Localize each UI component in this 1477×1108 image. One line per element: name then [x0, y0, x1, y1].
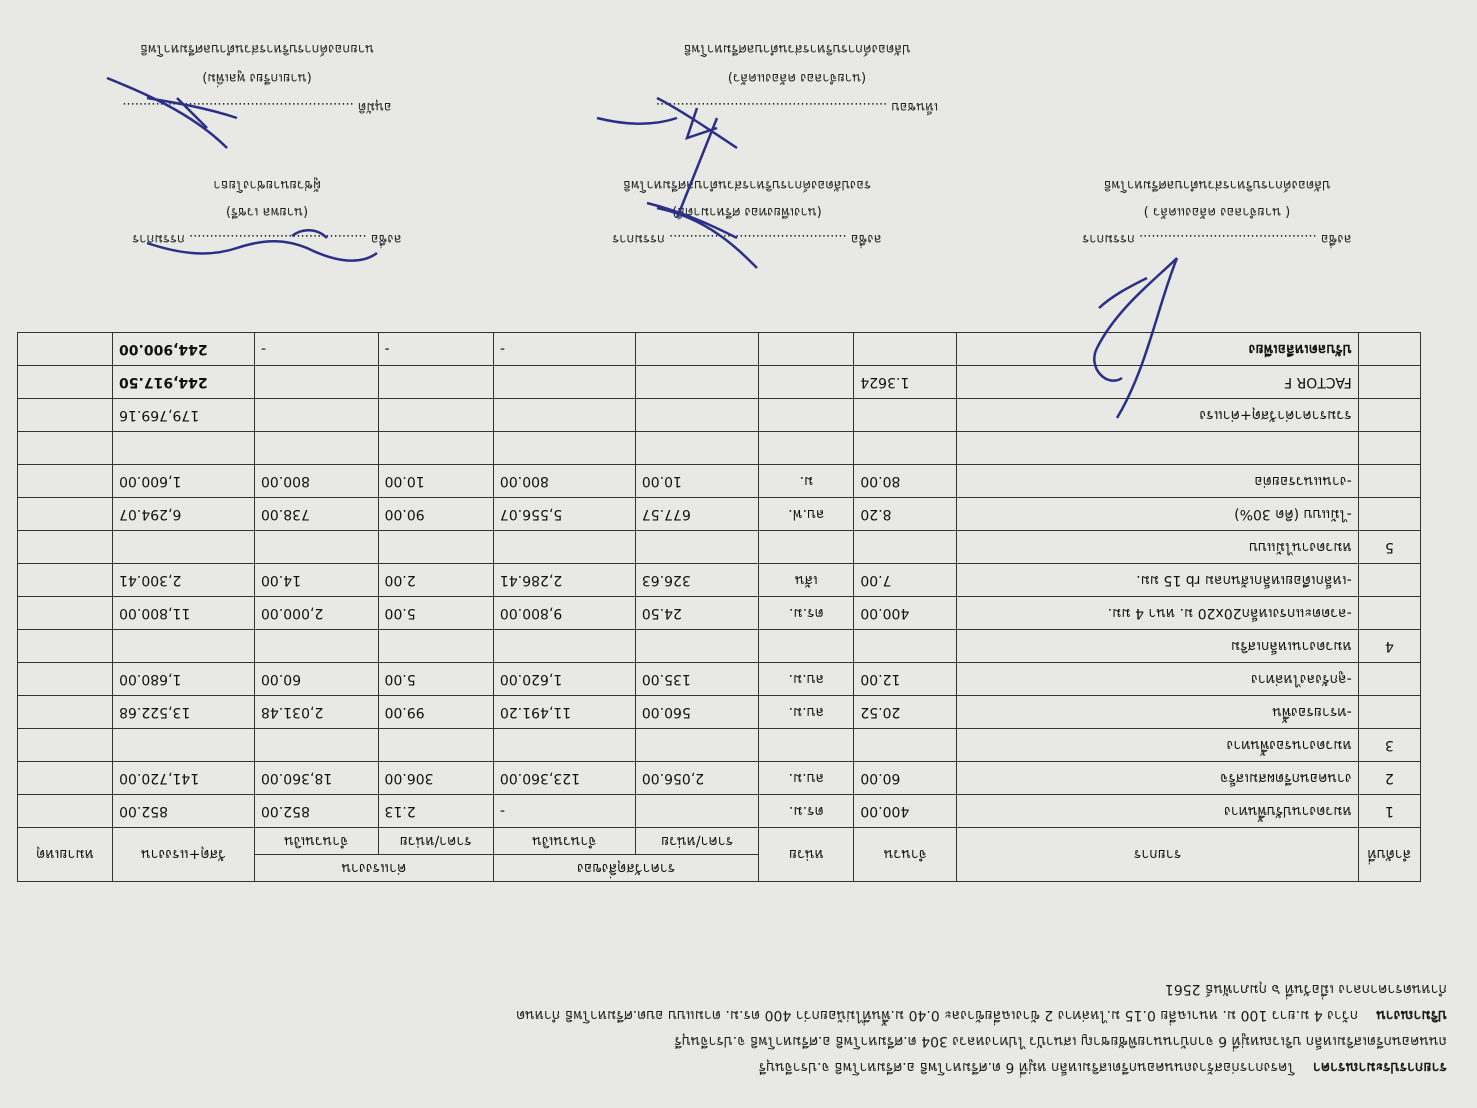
signer-title: รองปลัดองค์การบริหารส่วนตำบลศรีมหาโพธิ: [622, 177, 872, 192]
ink-signature-5: [107, 78, 237, 148]
col-qty: จำนวน: [854, 828, 957, 882]
qty-cell: 400.00: [854, 795, 957, 828]
signer-name: (นางเพียงทอง ศรีหามาตย์): [672, 204, 822, 219]
unit-cell: ลบ.ม.: [759, 762, 854, 795]
mat-price-cell: 135.00: [635, 663, 759, 696]
unit-cell: ตร.ม.: [759, 597, 854, 630]
lab-price-cell: 5.00: [378, 597, 493, 630]
item-cell: หมวดงานปรับพื้นทาง: [957, 795, 1358, 828]
sign-label: ลงชื่อ: [850, 231, 882, 246]
lab-price-cell: 99.00: [378, 696, 493, 729]
signer-name: ( นายจำลอง คล้องแคล้ว ): [1143, 204, 1291, 219]
mat-total-cell: 1,620.00: [493, 663, 635, 696]
mat-total-cell: 5,556.07: [493, 498, 635, 531]
sum-cell: 6,294.07: [113, 498, 255, 531]
mat-price-cell: 10.00: [635, 465, 759, 498]
item-cell: -ทรายรองพื้น: [957, 696, 1358, 729]
lab-total-cell: 2,031.48: [254, 696, 378, 729]
col-no: ลำดับที่: [1358, 828, 1420, 882]
approver-title: ปลัดองค์การบริหารส่วนตำบลศรีมหาโพธิ: [683, 41, 911, 56]
item-cell: งานคอนกรีตผสมเสร็จ: [957, 762, 1358, 795]
approver-name: (นายเกรียง พูลเพิ่ม): [202, 70, 312, 85]
lab-total-cell: 738.00: [254, 498, 378, 531]
mat-price-cell: 560.00: [635, 696, 759, 729]
ink-signature-2: [647, 118, 757, 268]
lab-price-cell: 90.00: [378, 498, 493, 531]
mat-price-cell: 326.63: [635, 564, 759, 597]
sign-role: กรรมการ: [132, 231, 185, 246]
lab-price-cell: 2.13: [378, 795, 493, 828]
approval-block-2: อนุมัติ ........................................................ (นายเกรียง พูลเพิ่ม) นายกองค์การบริหารส่วนตำบลศรีมหาโพธิ: [37, 39, 477, 118]
signature-block-1: ลงชื่อ ........................................... กรรมการ ( นายจำลอง คล้องแคล้ว ) ปลัดองค์การบริหารส่วนตำบลศรีมหาโพธิ: [997, 175, 1437, 250]
unit-cell: เส้น: [759, 564, 854, 597]
approver-title: นายกองค์การบริหารส่วนตำบลศรีมหาโพธิ: [140, 41, 375, 56]
approver-name: (นายจำลอง คล้องแคล้ว): [727, 70, 867, 85]
unit-cell: ม.: [759, 465, 854, 498]
row-no-cell: 3: [1358, 729, 1420, 762]
qty-cell: 8.20: [854, 498, 957, 531]
signer-name: (นายพล เวชรี): [225, 204, 309, 219]
approval-label: เห็นชอบ: [891, 99, 939, 114]
col-lab-total: จำนวนเงิน: [254, 828, 378, 855]
lab-price-cell: 306.00: [378, 762, 493, 795]
lab-price-cell: 2.00: [378, 564, 493, 597]
qty-cell: 7.00: [854, 564, 957, 597]
col-lab-price: ราคา/หน่วย: [378, 828, 493, 855]
quantity-text: กว้าง 4 ม.ยาว 100 ม. หนาเฉลี่ย 0.15 ม.ไหล่ทาง 2 ข้างเฉลี่ยข้างละ 0.40 ม.พื้นที่ไม่น้อยกว่า 400 ตร.ม. ตามแบบ อบต.ศรีมหาโพธิ กำหนด: [515, 1007, 1359, 1023]
lab-total-cell: 60.00: [254, 663, 378, 696]
lab-total-cell: -: [254, 333, 378, 366]
item-cell: FACTOR F: [957, 366, 1358, 399]
col-item: รายการ: [957, 828, 1358, 882]
item-cell: -งานแนวรอยต่อ: [957, 465, 1358, 498]
item-cell: -เหล็กเดือยเหล็กเส้นกลม rb 15 มม.: [957, 564, 1358, 597]
sum-cell: 141,720.00: [113, 762, 255, 795]
mat-price-cell: 677.57: [635, 498, 759, 531]
lab-price-cell: 10.00: [378, 465, 493, 498]
row-no-cell: 1: [1358, 795, 1420, 828]
header-label: รายการประมาณราคา: [1312, 1059, 1447, 1075]
sum-cell: 244,917.50: [113, 366, 255, 399]
sum-cell: 11,800.00: [113, 597, 255, 630]
qty-cell: 12.00: [854, 663, 957, 696]
ink-signature-1: [1094, 258, 1177, 418]
col-sum: วัสดุ+แรงงาน: [113, 828, 255, 882]
lab-price-cell: -: [378, 333, 493, 366]
approval-label: อนุมัติ: [357, 99, 392, 114]
lab-total-cell: 14.00: [254, 564, 378, 597]
sign-label: ลงชื่อ: [1320, 231, 1352, 246]
qty-cell: 1.3624: [854, 366, 957, 399]
sum-cell: 2,300.41: [113, 564, 255, 597]
row-no-cell: 2: [1358, 762, 1420, 795]
qty-cell: 20.52: [854, 696, 957, 729]
lab-price-cell: 5.00: [378, 663, 493, 696]
sum-cell: 852.00: [113, 795, 255, 828]
item-cell: หมวดงานเหล็กเสริม: [957, 630, 1358, 663]
unit-cell: ลบ.ม.: [759, 696, 854, 729]
item-cell: -ลูกรังลงไหล่ทาง: [957, 663, 1358, 696]
qty-cell: 60.00: [854, 762, 957, 795]
quantity-label: ปริมาณงาน: [1376, 1007, 1447, 1023]
col-unit: หน่วย: [759, 828, 854, 882]
item-cell: หมวดงานรองพื้นทาง: [957, 729, 1358, 762]
sign-role: กรรมการ: [1082, 231, 1135, 246]
mat-price-cell: 2,056.00: [635, 762, 759, 795]
lab-total-cell: 852.00: [254, 795, 378, 828]
header-date: กำหนดราคากลาง เมื่อวันที่ ๖ กุมภาพันธ์ 2561: [1164, 981, 1447, 997]
mat-total-cell: 123,360.00: [493, 762, 635, 795]
col-mat-price: ราคา/หน่วย: [635, 828, 759, 855]
sign-label: ลงชื่อ: [370, 231, 402, 246]
mat-total-cell: 2,286.41: [493, 564, 635, 597]
sum-cell: 13,522.68: [113, 696, 255, 729]
unit-cell: ลบ.ม.: [759, 663, 854, 696]
signer-title: ผู้ช่วยนายช่างโยธา: [213, 177, 321, 192]
header-project: โครงการก่อสร้างถนนคอนกรีตเสริมเหล็ก หมู่ที่ 6 ต.ศรีมหาโพธิ อ.ศรีมหาโพธิ จ.ปราจีนบุรี: [758, 1059, 1295, 1075]
sum-cell: 1,600.00: [113, 465, 255, 498]
sum-cell: 179,769.16: [113, 399, 255, 432]
lab-total-cell: 2,000.00: [254, 597, 378, 630]
mat-total-cell: 800.00: [493, 465, 635, 498]
col-group-material: ราคาวัสดุสิ่งของ: [493, 855, 758, 882]
mat-total-cell: -: [493, 795, 635, 828]
item-cell: รวมราคาค่าวัสดุ+ค่าแรง: [957, 399, 1358, 432]
qty-cell: 400.00: [854, 597, 957, 630]
mat-price-cell: 24.50: [635, 597, 759, 630]
qty-cell: 80.00: [854, 465, 957, 498]
col-group-labor: ค่าแรงงาน: [254, 855, 493, 882]
header-line-2: ถนนคอนกรีตเสริมเหล็ก บริเวณหมู่ที่ 6 จากบ้านนายพิชัยชาญ เสนาบัว ไปทางหลวง 304 ต.ศรีมหาโพธิ อ.ศรีมหาโพธิ จ.ปราจีนบุรี: [674, 1033, 1447, 1049]
signature-block-2: ลงชื่อ ........................................... กรรมการ (นางเพียงทอง ศรีหามาตย์) รองปลัดองค์การบริหารส่วนตำบลศรีมหาโพธิ: [537, 175, 957, 250]
item-cell: หมวดงานไม้แบบ: [957, 531, 1358, 564]
unit-cell: ตร.ม.: [759, 795, 854, 828]
item-cell: -ลวดตะแกรงเหล็ก20x20 ม. หนา 4 มม.: [957, 597, 1358, 630]
lab-total-cell: 18,360.00: [254, 762, 378, 795]
row-no-cell: 4: [1358, 630, 1420, 663]
ink-signature-3: [147, 230, 377, 260]
lab-total-cell: 800.00: [254, 465, 378, 498]
mat-total-cell: 11,491.20: [493, 696, 635, 729]
mat-total-cell: 9,800.00: [493, 597, 635, 630]
approval-block-1: เห็นชอบ ........................................................ (นายจำลอง คล้องแคล้ว) ปลัดองค์การบริหารส่วนตำบลศรีมหาโพธิ: [537, 39, 1057, 118]
row-no-cell: 5: [1358, 531, 1420, 564]
unit-cell: ลบ.ฟ.: [759, 498, 854, 531]
col-note: หมายเหตุ: [18, 828, 113, 882]
sum-cell: 1,680.00: [113, 663, 255, 696]
signer-title: ปลัดองค์การบริหารส่วนตำบลศรีมหาโพธิ: [1103, 177, 1331, 192]
item-cell: ปรับลดเหลือเพียง: [957, 333, 1358, 366]
item-cell: -ไม้แบบ (คิด 30%): [957, 498, 1358, 531]
signature-block-3: ลงชื่อ ........................................... กรรมการ (นายพล เวชรี) ผู้ช่วยนายช่างโยธา: [57, 175, 477, 250]
col-mat-total: จำนวนเงิน: [493, 828, 635, 855]
sum-cell: 244,900.00: [113, 333, 255, 366]
mat-total-cell: -: [493, 333, 635, 366]
sign-role: กรรมการ: [612, 231, 665, 246]
